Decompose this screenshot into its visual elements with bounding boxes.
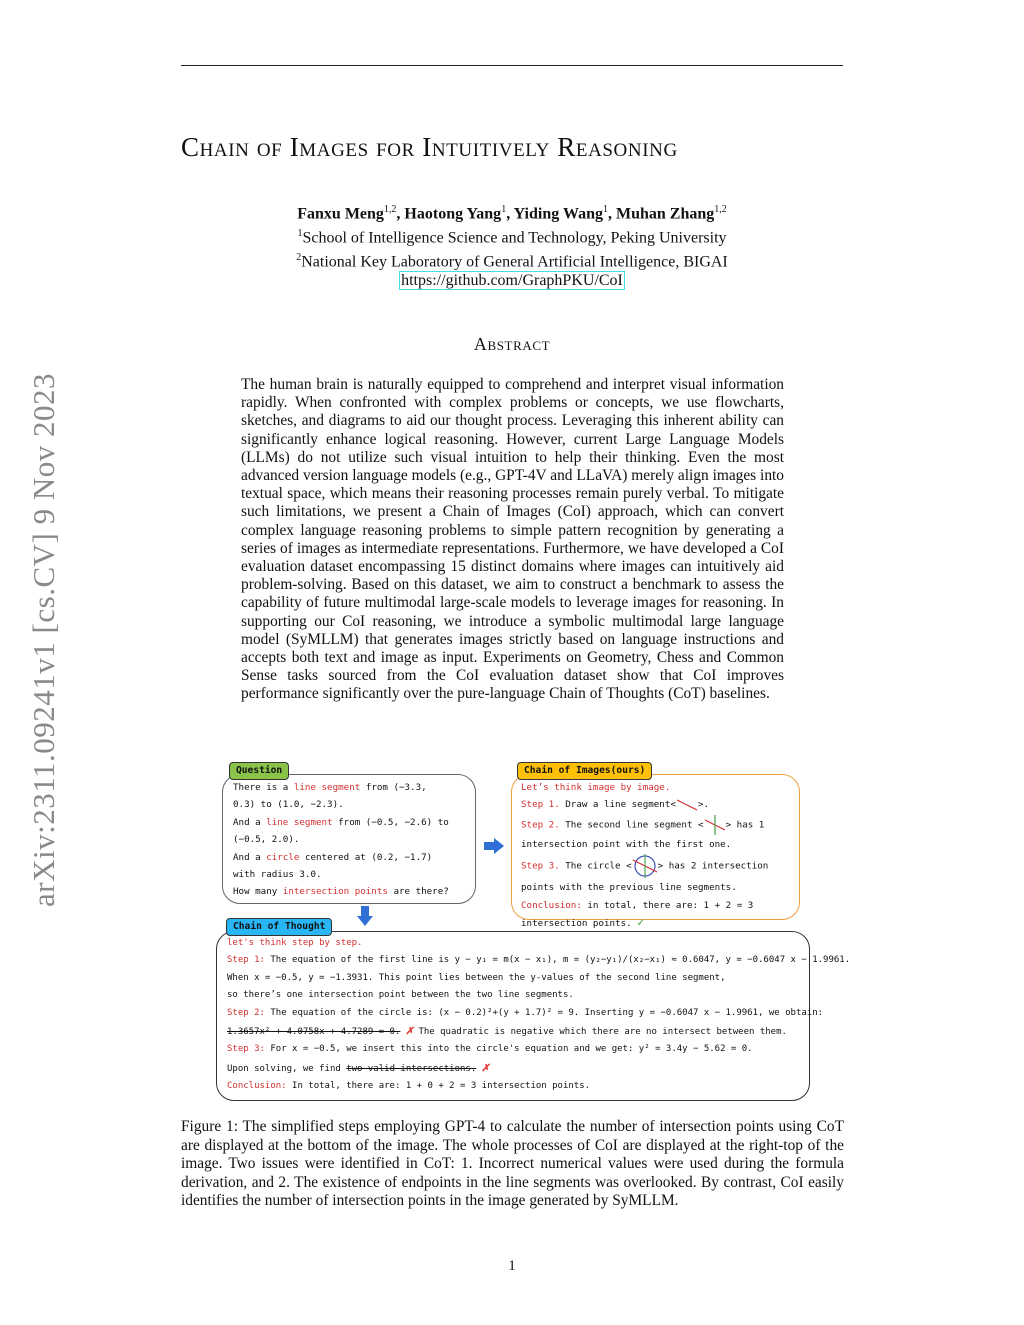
author-block <box>0 200 1024 291</box>
author: Haotong Yang <box>404 205 502 223</box>
author: Muhan Zhang <box>615 205 715 223</box>
author: Fanxu Meng <box>297 205 384 223</box>
author: Yiding Wang <box>513 205 603 223</box>
arrow-down-icon <box>357 906 373 926</box>
chain-of-images-label: Chain of Images(ours) <box>517 762 652 780</box>
github-link[interactable]: https://github.com/GraphPKU/CoI <box>401 272 623 290</box>
cross-icon: ✗ <box>405 1023 414 1038</box>
cross-icon: ✗ <box>481 1059 489 1074</box>
top-rule <box>181 65 843 66</box>
paper-title: Chain of Images for Intuitively Reasoning <box>181 132 678 162</box>
abstract-heading: Abstract <box>473 334 551 354</box>
check-icon: ✓ <box>637 915 645 930</box>
chain-of-images-text: Let’s think image by image. Step 1. Draw a line segment< >. Step 2. The second line segment < > has 1 intersection point with the first one. Step 3. The circle < > has 2 intersection points with the previous line segments. Conclusion: in total, there are: 1 + 2 = 3 intersection points. ✓ <box>521 782 769 930</box>
line-segment-image <box>676 798 698 812</box>
two-segments-image <box>704 814 726 836</box>
question-label: Question <box>229 762 289 780</box>
affiliation: $^2$National Key Laboratory of General Artificial Intelligence, BIGAI <box>296 251 728 270</box>
arxiv-stamp[interactable]: arXiv:2311.09241v1 [cs.CV] 9 Nov 2023 <box>26 373 61 907</box>
abstract-text: The human brain is naturally equipped to comprehend and interpret visual information rapidly. When confronted with complex problems or concepts, we use flowcharts, sketches, and diagrams to aid our thought process. Leveraging this inherent ability can significantly enhance logical reasoning. However, current Large Language Models (LLMs) do not utilize such visual intuition to help their thinking. Even the most advanced version language models (e.g., GPT-4V and LLaVA) merely align images into textual space, which means their reasoning processes remain purely verbal. To mitigate such limitations, we present a Chain of Images (CoI) approach, which can convert complex language reasoning problems to simple pattern recognition by generating a series of images as intermediate representations. Furthermore, we have developed a CoI evaluation dataset encompassing 15 distinct domains where images can intuitively aid problem-solving. Based on this dataset, we aim to construct a benchmark to assess the capability of future multimodal large-scale models to leverage images for reasoning. In supporting our CoI reasoning, we introduce a symbolic multimodal large language model (SyMLLM) that generates images strictly based on language instructions and accepts both text and image as input. Experiments on Geometry, Chess and Common Sense tasks sourced from the CoI evaluation dataset show that CoI improves performance significantly over the pure-language Chain of Thoughts (CoT) baselines. <box>241 376 784 703</box>
question-text: There is a line segment from (−3.3, 0.3) to (1.0, −2.3). And a line segment from (−0.5, −2.6) to (−0.5, 2.0). And a circle centered at (0.2, −1.7) with radius 3.0. How many intersection points are there? <box>233 782 449 898</box>
arrow-right-icon <box>484 838 504 854</box>
affiliation: $^1$School of Intelligence Science and Technology, Peking University <box>297 227 727 247</box>
chain-of-thought-label: Chain of Thought <box>226 918 332 936</box>
figure-caption: Figure 1: The simplified steps employing GPT-4 to calculate the number of intersection points using CoT are displayed at the bottom of the image. The whole processes of CoI are displayed at the right-top of the image. Two issues were identified in CoT: 1. Incorrect numerical values were used during the formula derivation, and 2. The existence of endpoints in the line segments was overlooked. By contrast, CoI easily identifies the number of intersection points in the image generated by SyMLLM. <box>181 1118 844 1210</box>
author-names: Fanxu Meng$^{1,2}$, Haotong Yang$^1$, Yiding Wang$^1$, Muhan Zhang$^{1,2}$ <box>297 204 727 223</box>
page-number: 1 <box>508 1258 516 1274</box>
chain-of-thought-text: let's think step by step. Step 1: The equation of the first line is y − y₁ = m(x − x₁), m = (y₂−y₁)/(x₂−x₁) ≈ 0.6047, y = −0.6047 x − 1.9961. When x = −0.5, y = −1.3931. This point lies between the y-values of the second line segment, so there’s one intersection point between the two line segments. Step 2: The equation of the circle is: (x − 0.2)²+(y + 1.7)² = 9. Inserting y = −0.6047 x − 1.9961, we obtain: 1.3657x² + 4.0758x + 4.7289 = 0. ✗ The quadratic is negative which there are no intersect between them. Step 3: For x = −0.5, we insert this into the circle's equation and we get: y² = 3.4y − 5.62 = 0. Upon solving, we find two valid intersections. ✗ Conclusion: In total, there are: 1 + 0 + 2 = 3 intersection points. <box>227 938 851 1092</box>
circle-image <box>632 853 658 879</box>
